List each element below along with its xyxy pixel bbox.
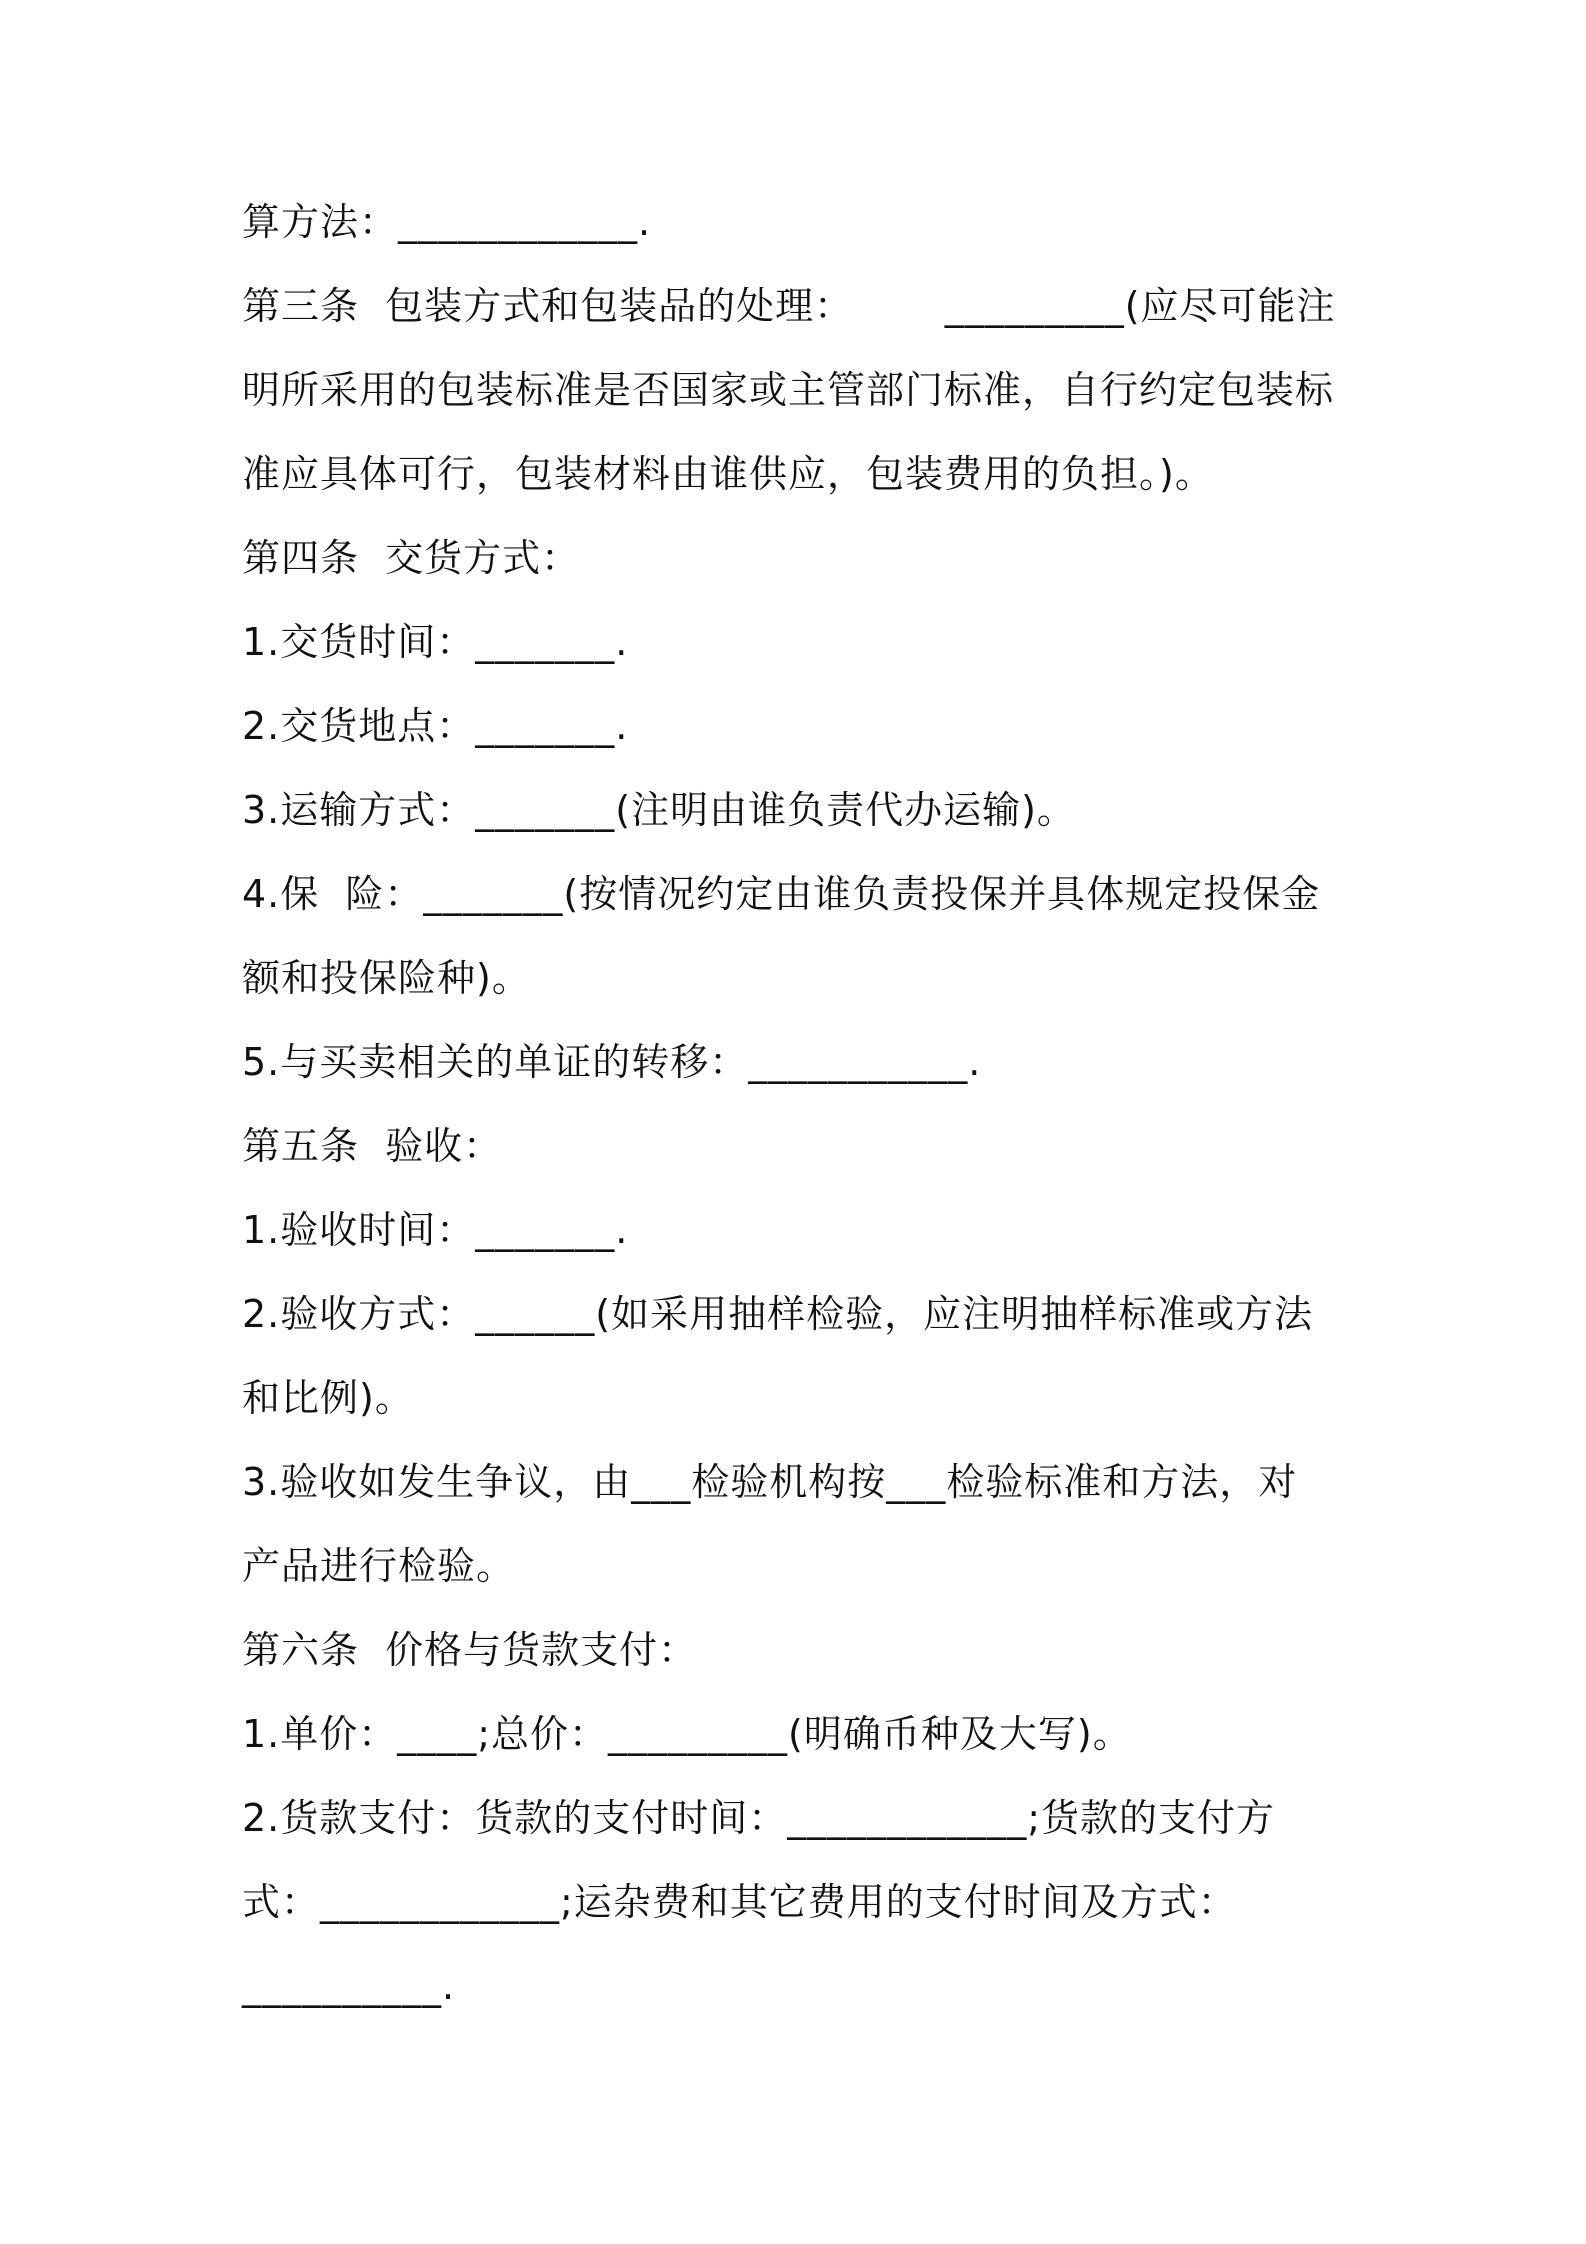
list-item: 5.与买卖相关的单证的转移：___________. [242,1040,982,1084]
text-line: 算方法：____________. [242,200,652,244]
text-line: __________. [242,1964,456,2008]
text-line: 式：____________;运杂费和其它费用的支付时间及方式： [242,1880,1237,1924]
article-heading-5: 第五条 验收： [242,1124,503,1168]
article-heading-6: 第六条 价格与货款支付： [242,1628,698,1672]
list-item: 2.货款支付：货款的支付时间：____________;货款的支付方 [242,1796,1276,1840]
article-heading-3: 第三条 包装方式和包装品的处理： _________(应尽可能注 [242,284,1336,328]
document-body [242,180,1352,2028]
article-heading-4: 第四条 交货方式： [242,536,581,580]
list-item: 2.验收方式：______(如采用抽样检验，应注明抽样标准或方法 [242,1292,1314,1336]
list-item: 1.验收时间：_______. [242,1208,629,1252]
list-item: 4.保 险：_______(按情况约定由谁负责投保并具体规定投保金 [242,872,1321,916]
list-item: 1.交货时间：_______. [242,620,629,664]
text-line: 额和投保险种)。 [242,956,531,1000]
text-line: 明所采用的包装标准是否国家或主管部门标准，自行约定包装标 [242,368,1335,412]
list-item: 3.验收如发生争议，由___检验机构按___检验标准和方法，对 [242,1460,1298,1504]
text-line: 和比例)。 [242,1376,414,1420]
list-item: 3.运输方式：_______(注明由谁负责代办运输)。 [242,788,1076,832]
text-line: 产品进行检验。 [242,1544,516,1588]
text-line: 准应具体可行，包装材料由谁供应，包装费用的负担。)。 [242,452,1214,496]
list-item: 2.交货地点：_______. [242,704,629,748]
list-item: 1.单价：____;总价：_________(明确币种及大写)。 [242,1712,1132,1756]
